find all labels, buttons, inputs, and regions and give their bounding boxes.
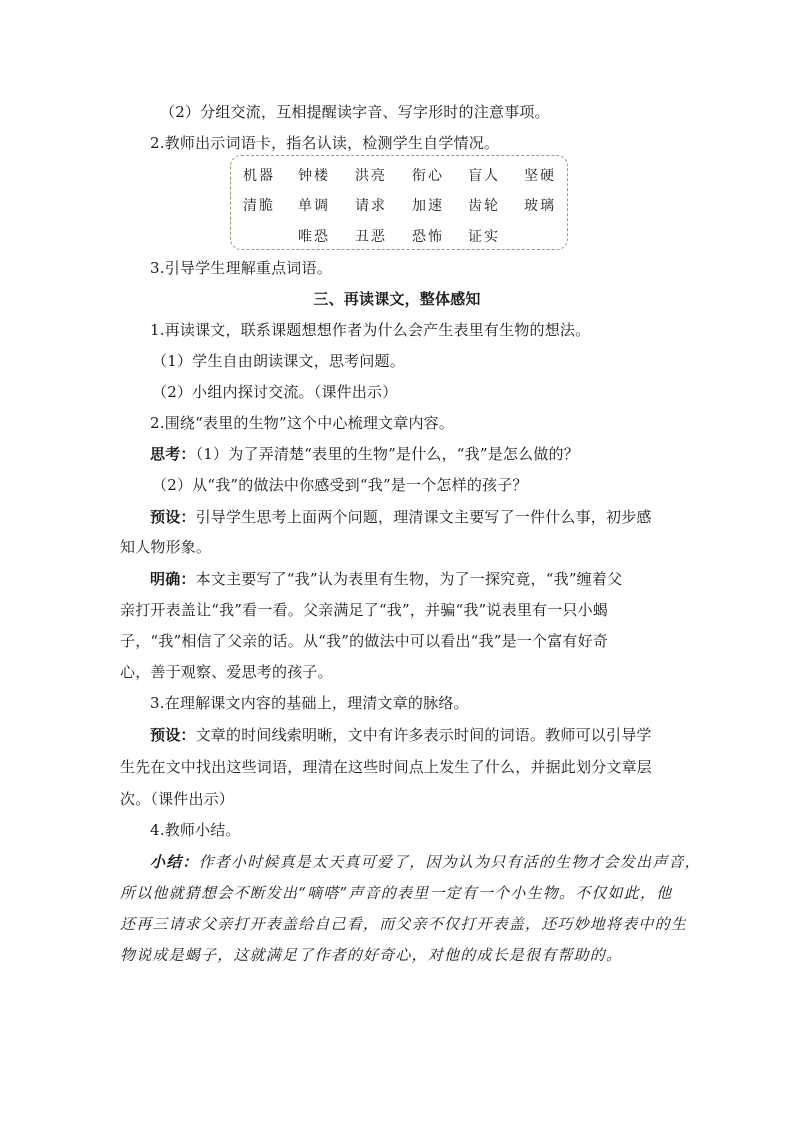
word-item: 机器 (243, 168, 275, 184)
step-3: 3.引导学生理解重点词语。 (150, 259, 332, 277)
word-item: 唯恐 (298, 229, 330, 245)
preset-label: 预设： (150, 726, 196, 744)
preset-2-line-1: 预设：文章的时间线索明晰，文中有许多表示时间的词语。教师可以引导学 (150, 726, 652, 744)
step-2: 2.教师出示词语卡，指名认读，检测学生自学情况。 (150, 134, 500, 152)
clarify-line-1: 明确：本文主要写了“我”认为表里有生物，为了一探究竟，“我”缠着父 (150, 570, 623, 588)
word-item: 单调 (298, 198, 330, 214)
word-item: 坚硬 (524, 168, 556, 184)
clarify-line-2: 亲打开表盖让“我”看一看。父亲满足了“我”，并骗“我”说表里有一只小蝎 (120, 601, 609, 619)
word-item: 请求 (355, 198, 387, 214)
word-item: 衔心 (412, 168, 444, 184)
preset-1-line-1: 预设：引导学生思考上面两个问题，理清课文主要写了一件什么事，初步感 (150, 508, 652, 526)
clarify-line-3: 子，“我”相信了父亲的话。从“我”的做法中可以看出“我”是一个富有好奇 (120, 632, 609, 650)
preset-2-line-2: 生先在文中找出这些词语，理清在这些时间点上发生了什么，并据此划分文章层 (120, 758, 653, 776)
think-question-2: （2）从“我”的做法中你感受到“我”是一个怎样的孩子？ (152, 476, 528, 494)
summary-line-2: 所以他就猜想会不断发出“嘀嗒”声音的表里一定有一个小生物。不仅如此，他 (120, 884, 673, 902)
clarify-line-4: 心，善于观察、爱思考的孩子。 (120, 663, 333, 681)
task-4: 4.教师小结。 (150, 821, 241, 839)
word-item: 齿轮 (468, 198, 500, 214)
word-item: 钟楼 (298, 168, 330, 184)
summary-label: 小结： (150, 853, 199, 871)
preset-1-line-2: 知人物形象。 (120, 538, 212, 556)
summary-line-3: 还再三请求父亲打开表盖给自己看，而父亲不仅打开表盖，还巧妙地将表中的生 (120, 915, 688, 933)
preset-2-line-3: 次。（课件出示） (120, 790, 235, 808)
summary-line-1: 小结：作者小时候真是太天真可爱了，因为认为只有活的生物才会发出声音， (150, 853, 701, 871)
task-2: 2.围绕“表里的生物”这个中心梳理文章内容。 (150, 414, 455, 432)
think-label: 思考： (150, 445, 196, 463)
task-1: 1.再读课文，联系课题想想作者为什么会产生表里有生物的想法。 (150, 321, 591, 339)
word-item: 盲人 (468, 168, 500, 184)
think-question-1: 思考：（1）为了弄清楚“表里的生物”是什么，“我”是怎么做的？ (150, 445, 579, 463)
word-item: 证实 (468, 229, 500, 245)
preset-label: 预设： (150, 508, 196, 526)
task-1-sub-1: （1）学生自由朗读课文，思考问题。 (152, 352, 405, 370)
word-card (230, 155, 568, 250)
word-item: 玻璃 (524, 198, 556, 214)
step-2-sub: （2）分组交流，互相提醒读字音、写字形时的注意事项。 (160, 103, 550, 121)
word-item: 恐怖 (412, 229, 444, 245)
task-3: 3.在理解课文内容的基础上，理清文章的脉络。 (150, 694, 469, 712)
section-heading: 三、再读课文，整体感知 (313, 290, 481, 308)
word-item: 洪亮 (355, 168, 387, 184)
word-item: 清脆 (243, 198, 275, 214)
word-item: 丑恶 (355, 229, 387, 245)
word-item: 加速 (412, 198, 444, 214)
summary-line-4: 物说成是蝎子，这就满足了作者的好奇心，对他的成长是很有帮助的。 (120, 946, 623, 964)
clarify-label: 明确： (150, 570, 196, 588)
task-1-sub-2: （2）小组内探讨交流。（课件出示） (152, 383, 398, 401)
